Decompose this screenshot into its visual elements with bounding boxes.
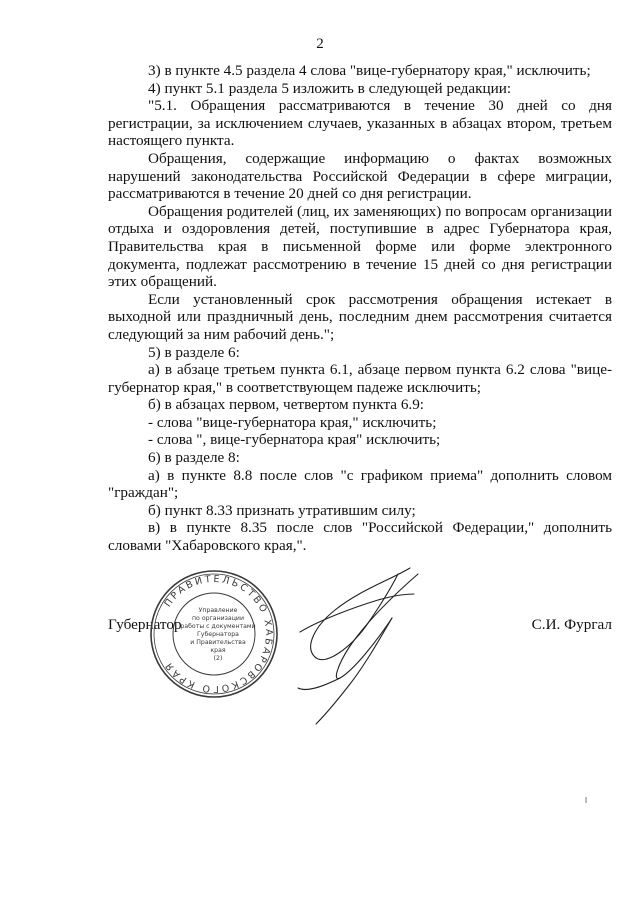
signatory-role: Губернатор (108, 616, 182, 633)
paragraph-parents: Обращения родителей (лиц, их заменяющих) по вопросам организации отдыха и оздоровления детей, поступившие в адрес Губернатора края, Правительства края в письменной форме или форме электронного документа, подлежат рассмотрению в течение 15 дней со дня регистрации этих обращений. (108, 202, 612, 291)
document-body (108, 62, 612, 555)
page-number: 2 (316, 36, 324, 52)
handwritten-signature-icon (280, 560, 430, 730)
paragraph-item-6b: б) пункт 8.33 признать утратившим силу; (148, 501, 416, 519)
svg-text:работы с документами: работы с документами (180, 623, 256, 630)
paragraph-dash-1: - слова "вице-губернатора края," исключить; (148, 413, 437, 431)
scan-artifact (585, 797, 587, 803)
svg-text:ПРАВИТЕЛЬСТВО ХАБАРОВСКОГО КРА: ПРАВИТЕЛЬСТВО ХАБАРОВСКОГО КРАЯ (162, 573, 275, 695)
paragraph-item-5: 5) в разделе 6: (148, 343, 240, 361)
svg-text:(2): (2) (213, 655, 223, 662)
paragraph-deadline: Если установленный срок рассмотрения обращения истекает в выходной или праздничный день, последним днем рассмотрения считается следующий за ним рабочий день."; (108, 290, 612, 343)
paragraph-item-3: 3) в пункте 4.5 раздела 4 слова "вице-губернатору края," исключить; (148, 62, 591, 79)
paragraph-item-6v: в) в пункте 8.35 после слов "Российской Федерации," дополнить словами "Хабаровского края,". (108, 519, 612, 555)
paragraph-migration: Обращения, содержащие информацию о фактах возможных нарушений законодательства Российской Федерации в сфере миграции, рассматриваются в течение 20 дней со дня регистрации. (108, 149, 612, 203)
signatory-name: С.И. Фургал (531, 616, 612, 633)
paragraph-item-6: 6) в разделе 8: (148, 449, 240, 467)
svg-text:Управление: Управление (198, 607, 238, 614)
paragraph-dash-2: - слова ", вице-губернатора края" исключить; (148, 431, 441, 449)
official-stamp-icon (148, 568, 280, 700)
paragraph-quote-5-1: "5.1. Обращения рассматриваются в течение 30 дней со дня регистрации, за исключением случаев, указанных в абзацах втором, третьем настоящего пункта. (108, 97, 612, 150)
svg-text:Губернатора: Губернатора (197, 631, 239, 638)
svg-text:и Правительства: и Правительства (190, 639, 246, 646)
paragraph-item-5a: а) в абзаце третьем пункта 6.1, абзаце первом пункта 6.2 слова "вице-губернатор края," в соответствующем падеже исключить; (108, 361, 612, 396)
paragraph-item-6a: а) в пункте 8.8 после слов "с графиком приема" дополнить словом "граждан"; (108, 466, 612, 502)
paragraph-item-5b: б) в абзацах первом, четвертом пункта 6.9: (148, 396, 425, 414)
paragraph-item-4: 4) пункт 5.1 раздела 5 изложить в следующей редакции: (148, 79, 512, 97)
svg-text:по организации: по организации (192, 615, 244, 622)
svg-text:края: края (210, 647, 226, 654)
